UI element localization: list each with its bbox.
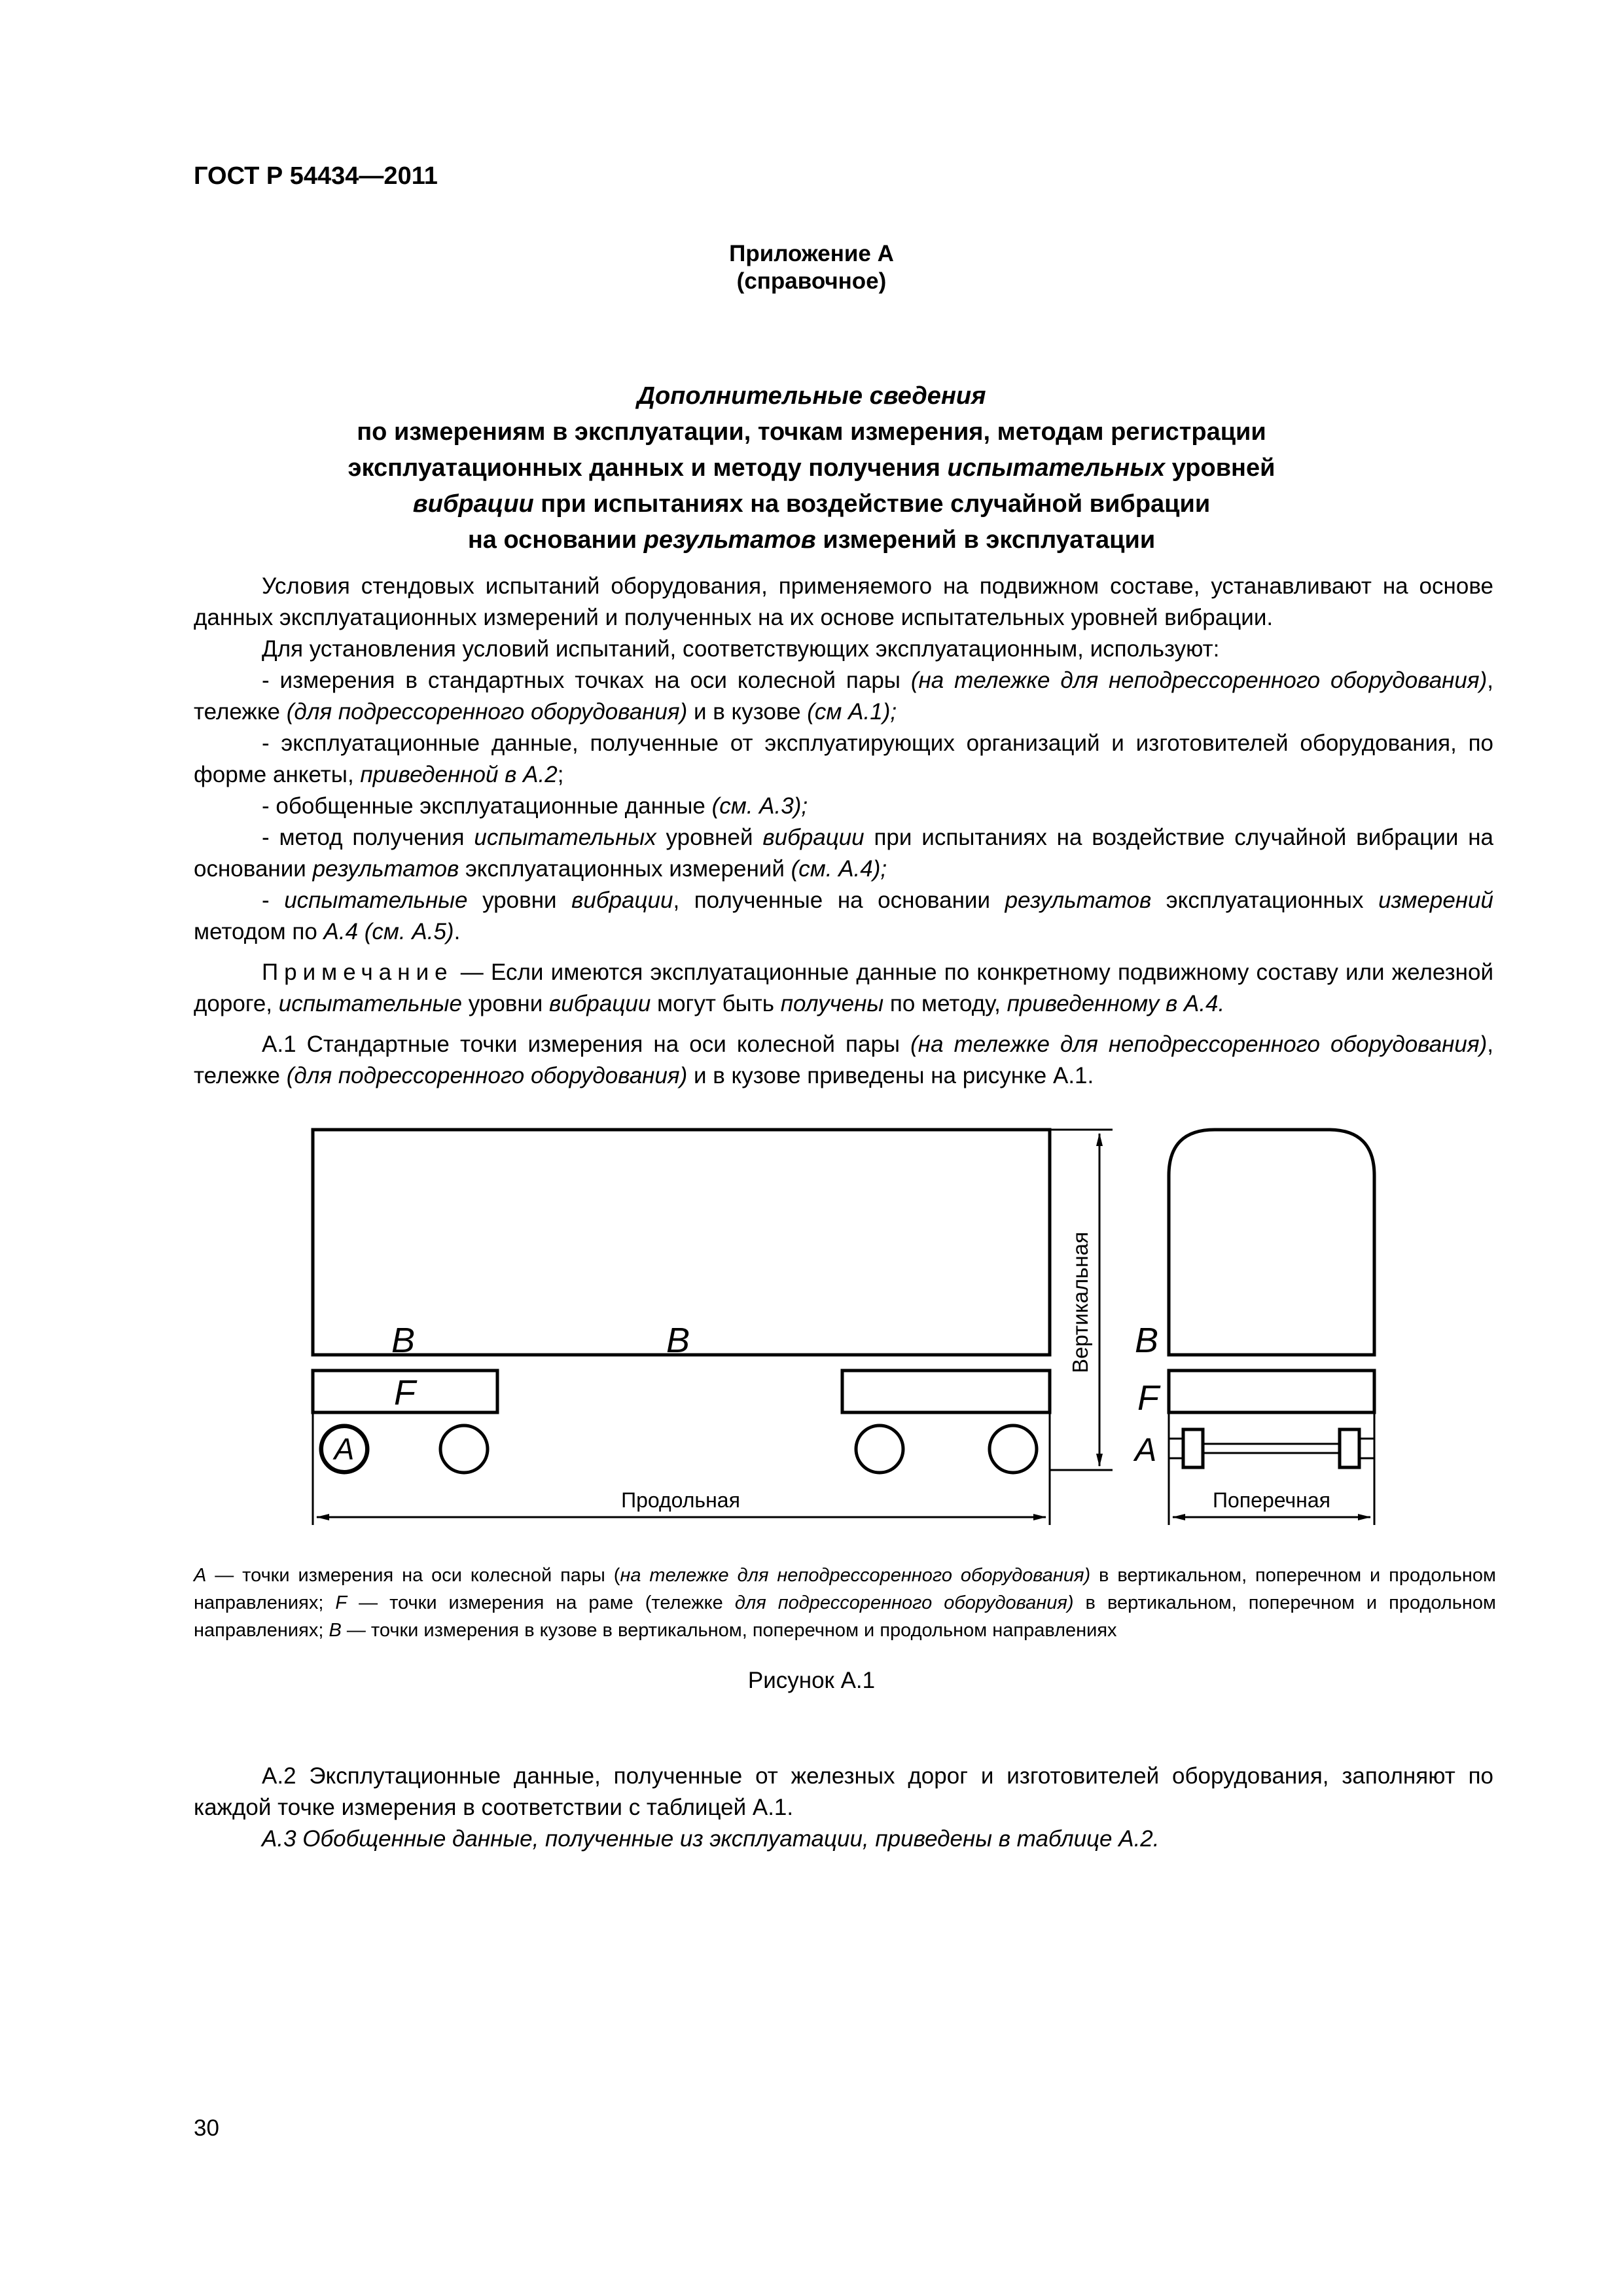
paragraph-list-lead: Для установления условий испытаний, соответствующих эксплуатационным, используют: xyxy=(262,636,1220,662)
transverse-axis-label: Поперечная xyxy=(1213,1488,1330,1512)
label-f: F xyxy=(394,1373,416,1412)
vertical-axis-label: Вертикальная xyxy=(1068,1232,1092,1373)
title-line-4: вибрации при испытаниях на воздействие случайной вибрации xyxy=(412,490,1211,518)
longitudinal-axis-label: Продольная xyxy=(621,1488,740,1512)
label-b: B xyxy=(666,1321,690,1360)
appendix-status: (справочное) xyxy=(736,268,887,294)
car-body-end xyxy=(1169,1130,1374,1355)
paragraph-intro: Условия стендовых испытаний оборудования, применяемого на подвижном составе, устанавливают на основе данных эксплуатационных измерений и полученных на их основе испытательных уровней вибрации. xyxy=(194,573,1493,630)
label-b: B xyxy=(391,1321,416,1360)
body-text-after-figure xyxy=(194,1761,1493,1855)
list-item-3: - обобщенные эксплуатационные данные (см. А.3); xyxy=(262,793,808,819)
title-line-1: Дополнительные сведения xyxy=(637,382,986,410)
clause-a2: А.2 Эксплутационные данные, полученные от железных дорог и изготовителей оборудования, заполняют по каждой точке измерения в соответствии с таблицей А.1. xyxy=(194,1763,1493,1820)
title-line-5: на основании результатов измерений в эксплуатации xyxy=(467,526,1156,554)
clause-a3: А.3 Обобщенные данные, полученные из эксплуатации, приведены в таблице А.2. xyxy=(262,1826,1160,1852)
clause-a1: А.1 Стандартные точки измерения на оси колесной пары (на тележке для неподрессоренного оборудования), тележке (для подрессоренного оборудования) и в кузове приведены на рисунке А.1. xyxy=(194,1031,1493,1088)
note-paragraph: Примечание — Если имеются эксплуатационные данные по конкретному подвижному составу или железной дороге, испытательные уровни вибрации могут быть получены по методу, приведенному в А.4. xyxy=(194,960,1493,1016)
title-line-2: по измерениям в эксплуатации, точкам измерения, методам регистрации xyxy=(357,418,1266,446)
page-number: 30 xyxy=(194,2115,219,2141)
bogie-frame-end xyxy=(1169,1371,1374,1412)
wheel-end-left xyxy=(1183,1429,1203,1467)
appendix-title: Приложение А xyxy=(729,241,894,266)
label-a: A xyxy=(334,1432,355,1466)
document-id: ГОСТ Р 54434—2011 xyxy=(194,162,438,190)
list-item-2: - эксплуатационные данные, полученные от эксплуатирующих организаций и изготовителей оборудования, по форме анкеты, приведенной в А.2; xyxy=(194,730,1493,787)
figure-caption: А — точки измерения на оси колесной пары (на тележке для неподрессоренного оборудования) в вертикальном, поперечном и продольном направлениях; F — точки измерения на раме (тележке для подрессоренного оборудования) в вертикальном, поперечном и продольном направлениях; В — точки измерения в кузове в вертикальном, поперечном и продольном направлениях xyxy=(194,1565,1496,1641)
wheel xyxy=(440,1426,488,1473)
figure-label: Рисунок А.1 xyxy=(747,1668,876,1693)
list-item-4: - метод получения испытательных уровней вибрации при испытаниях на воздействие случайной вибрации на основании результатов эксплуатационных измерений (см. А.4); xyxy=(194,825,1493,882)
label-a-end: A xyxy=(1135,1431,1157,1468)
label-f-end: F xyxy=(1137,1378,1159,1418)
wheel xyxy=(856,1426,903,1473)
wheel-end-right xyxy=(1340,1429,1359,1467)
list-item-1: - измерения в стандартных точках на оси колесной пары (на тележке для неподрессоренного оборудования), тележке (для подрессоренного оборудования) и в кузове (см А.1); xyxy=(194,668,1493,725)
list-item-5: - испытательные уровни вибрации, полученные на основании результатов эксплуатационных измерений методом по А.4 (см. А.5). xyxy=(194,888,1493,944)
title-line-3: эксплуатационных данных и методу получения испытательных уровней xyxy=(348,454,1275,482)
wheel xyxy=(990,1426,1037,1473)
label-b-end: B xyxy=(1135,1321,1159,1360)
bogie-frame-right xyxy=(842,1371,1050,1412)
